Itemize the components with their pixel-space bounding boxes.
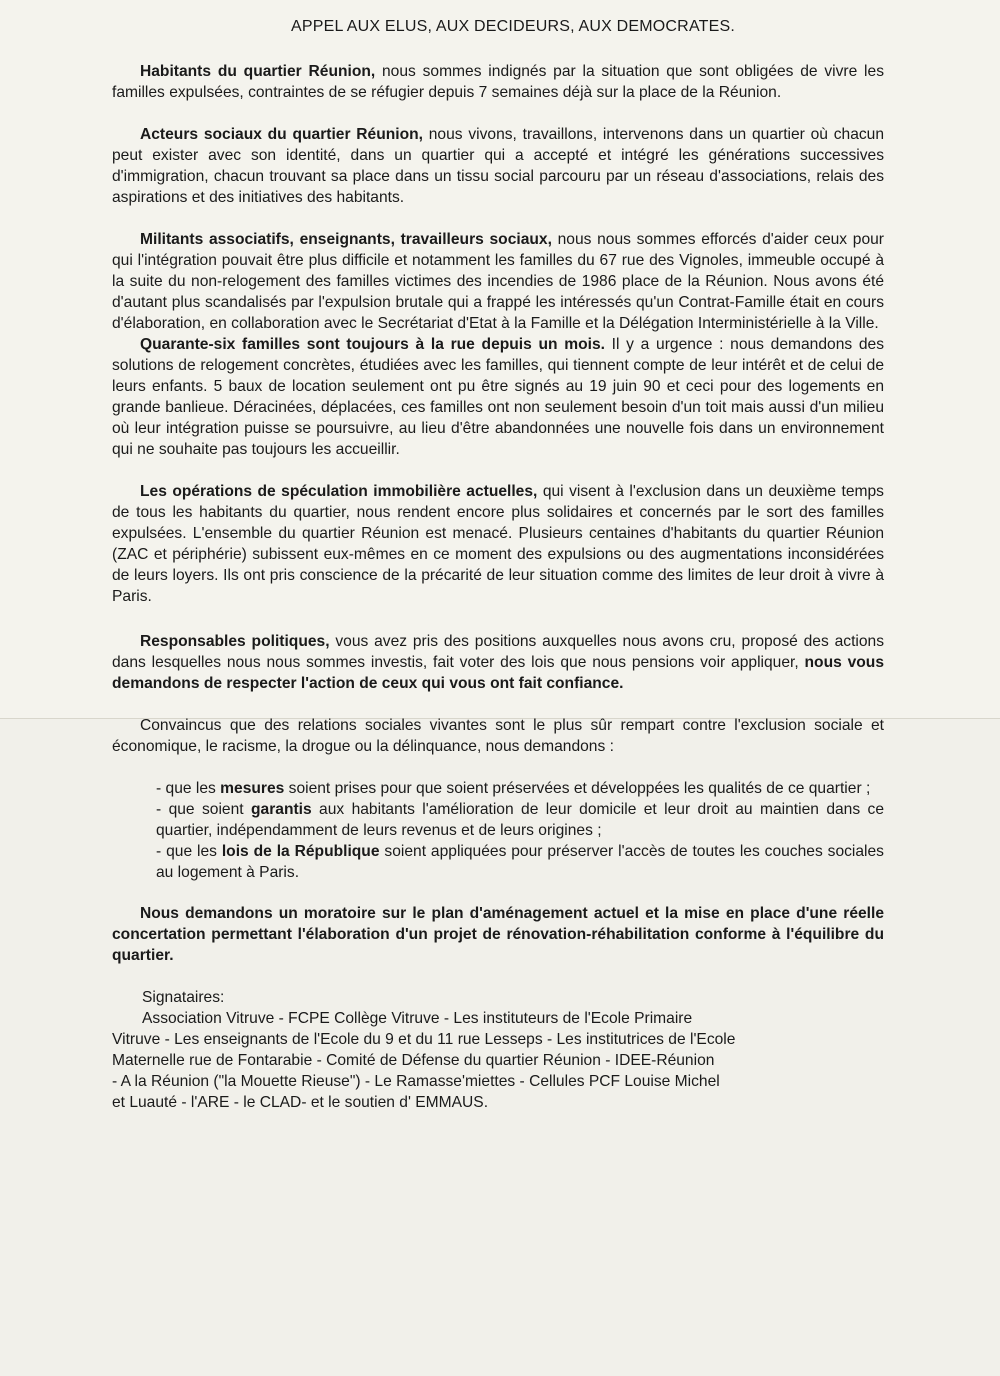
demand-item	[156, 778, 884, 799]
demand-pre: - que les	[156, 780, 221, 797]
paragraph-lead: Habitants du quartier Réunion,	[140, 63, 376, 80]
paragraph-text: vous avez pris des positions auxquelles nous avons cru, proposé des actions dans lesquelles nous nous sommes investis, fait voter des lois que nous pensions voir appliquer,	[112, 633, 885, 671]
signataires-line: Association Vitruve - FCPE Collège Vitruve - Les instituteurs de l'Ecole Primaire	[142, 1010, 693, 1027]
demand-post: soient prises pour que soient préservées et développées les qualités de ce quartier ;	[284, 780, 871, 797]
demand-pre: - que les	[156, 843, 222, 860]
paragraph-operations	[112, 481, 884, 607]
signataires-list	[112, 1008, 884, 1113]
demand-bold: garantis	[251, 801, 312, 818]
demand-post: aux habitants l'amélioration de leur domicile et leur droit au maintien dans ce quartier, indépendamment de leurs revenus et de leurs origines ;	[156, 801, 885, 839]
demand-post: soient appliquées pour préserver l'accès de toutes les couches sociales au logement à Paris.	[156, 843, 884, 881]
paragraph-lead: Acteurs sociaux du quartier Réunion,	[140, 126, 423, 143]
paragraph-lead: Quarante-six familles sont toujours à la rue depuis un mois.	[140, 336, 605, 353]
paragraph-moratoire: Nous demandons un moratoire sur le plan d'aménagement actuel et la mise en place d'une réelle concertation permettant l'élaboration d'un projet de rénovation-réhabilitation conforme à l'équilibre du quartier.	[112, 905, 884, 964]
paragraph-text: nous nous sommes efforcés d'aider ceux pour qui l'intégration pouvait être plus difficile et notamment les familles du 67 rue des Vignoles, immeuble occupé à la suite du non-relogement des familles victimes des incendies de 1986 place de la Réunion. Nous avons été d'autant plus scandalisés par l'expulsion brutale qui a frappé les intéressés qu'un Contrat-Famille était en cours d'élaboration, en collaboration avec le Secrétariat d'Etat à la Famille et la Délégation Interministérielle à la Ville.	[112, 231, 884, 332]
demand-bold: mesures	[220, 780, 285, 797]
paragraph-text: Il y a urgence : nous demandons des solutions de relogement concrètes, étudiées avec les familles, qui tiennent compte de leur intérêt et de celui de leurs enfants. 5 baux de location seulement ont pu être signés au 19 juin 90 et ceci pour des logements en grande banlieue. Déracinées, déplacées, ces familles ont non seulement besoin d'un toit mais aussi d'un milieu où leur intégration puisse se poursuivre, au lieu d'être abandonnées une nouvelle fois dans un environnement qui ne souhaite pas toujours les accueillir.	[112, 336, 885, 458]
paragraph-habitants	[112, 61, 884, 103]
paragraph-lead: Responsables politiques,	[140, 633, 330, 650]
demand-bold: lois de la République	[221, 843, 380, 860]
paragraph-lead: Les opérations de spéculation immobilière actuelles,	[140, 483, 538, 500]
document-title: APPEL AUX ELUS, AUX DECIDEURS, AUX DEMOCRATES.	[291, 18, 735, 35]
letter-body	[112, 16, 884, 1113]
signataires-line: - A la Réunion ("la Mouette Rieuse") - Le Ramasse'miettes - Cellules PCF Louise Michel	[112, 1073, 720, 1090]
signataires-line: Maternelle rue de Fontarabie - Comité de Défense du quartier Réunion - IDEE-Réunion	[112, 1052, 715, 1069]
demand-pre: - que soient	[156, 801, 251, 818]
paragraph-text: nous vivons, travaillons, intervenons dans un quartier où chacun peut exister avec son identité, dans un quartier qui a accepté et intégré les générations successives d'immigration, chacun trouvant sa place dans un tissu social parcouru par un réseau d'associations, relais des aspirations et des initiatives des habitants.	[112, 126, 885, 206]
paragraph-lead: Militants associatifs, enseignants, travailleurs sociaux,	[140, 231, 552, 248]
paragraph-convaincus: Convaincus que des relations sociales vivantes sont le plus sûr rempart contre l'exclusion sociale et économique, le racisme, la drogue ou la délinquance, nous demandons :	[112, 717, 884, 755]
demands-list	[156, 778, 884, 883]
paragraph-acteurs	[112, 124, 884, 208]
paragraph-text: qui visent à l'exclusion dans un deuxième temps de tous les habitants du quartier, nous rendent encore plus solidaires et concernés par le sort des familles expulsées. L'ensemble du quartier Réunion est menacé. Plusieurs centaines d'habitants du quartier Réunion (ZAC et périphérie) subissent eux-mêmes en ce moment des expulsions ou des augmentations inconsidérées de leurs loyers. Ils ont pris conscience de la précarité de leur situation comme des limites de leur droit à vivre à Paris.	[112, 483, 884, 605]
signataires-line: Vitruve - Les enseignants de l'Ecole du 9 et du 11 rue Lesseps - Les institutrices de l'Ecole	[112, 1031, 736, 1048]
paragraph-bold-end: nous vous demandons de respecter l'action de ceux qui vous ont fait confiance.	[112, 654, 884, 692]
signataires-label: Signataires:	[142, 989, 225, 1006]
demand-item	[156, 841, 884, 883]
paragraph-text: nous sommes indignés par la situation que sont obligées de vivre les familles expulsées, contraintes de se réfugier depuis 7 semaines déjà sur la place de la Réunion.	[112, 63, 884, 101]
paragraph-militants	[112, 229, 884, 334]
paragraph-quarante-six	[112, 334, 884, 460]
paragraph-responsables	[112, 631, 884, 694]
signataires-line: et Luauté - l'ARE - le CLAD- et le soutien d' EMMAUS.	[112, 1094, 489, 1111]
demand-item	[156, 799, 884, 841]
